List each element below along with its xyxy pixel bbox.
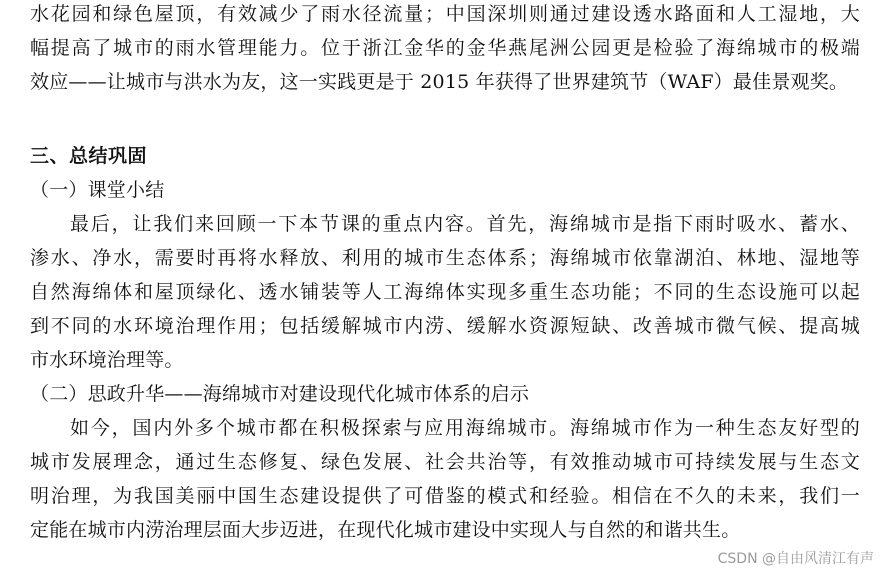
subsection-title: （二）思政升华——海绵城市对建设现代化城市体系的启示 xyxy=(30,383,530,405)
paragraph-line: 效应——让城市与洪水为友，这一实践更是于 2015 年获得了世界建筑节（WAF）最佳景观奖。 xyxy=(30,71,849,93)
paragraph-line: 自然海绵体和屋顶绿化、透水铺装等人工海绵体实现多重生态功能；不同的生态设施可以起 xyxy=(30,281,860,303)
paragraph-line: 到不同的水环境治理作用；包括缓解城市内涝、缓解水资源短缺、改善城市微气候、提高城 xyxy=(30,315,860,337)
section-heading: 三、总结巩固 xyxy=(30,145,148,167)
paragraph-line: 市水环境治理等。 xyxy=(30,349,184,371)
paragraph-line: 幅提高了城市的雨水管理能力。位于浙江金华的金华燕尾洲公园更是检验了海绵城市的极端 xyxy=(30,37,860,59)
watermark-text: CSDN @自由风清江有声 xyxy=(717,551,874,567)
paragraph-line: 最后，让我们来回顾一下本节课的重点内容。首先，海绵城市是指下雨时吸水、蓄水、 xyxy=(70,213,860,235)
paragraph-line: 如今，国内外多个城市都在积极探索与应用海绵城市。海绵城市作为一种生态友好型的 xyxy=(70,417,860,439)
paragraph-line: 水花园和绿色屋顶，有效减少了雨水径流量；中国深圳则通过建设透水路面和人工湿地，大 xyxy=(30,3,860,25)
paragraph-line: 定能在城市内涝治理层面大步迈进，在现代化城市建设中实现人与自然的和谐共生。 xyxy=(30,519,741,541)
paragraph-line: 渗水、净水，需要时再将水释放、利用的城市生态体系；海绵城市依靠湖泊、林地、湿地等 xyxy=(30,247,860,269)
paragraph-line: 明治理，为我国美丽中国生态建设提供了可借鉴的模式和经验。相信在不久的未来，我们一 xyxy=(30,485,860,507)
paragraph-line: 城市发展理念，通过生态修复、绿色发展、社会共治等，有效推动城市可持续发展与生态文 xyxy=(30,451,860,473)
subsection-title: （一）课堂小结 xyxy=(30,179,165,201)
